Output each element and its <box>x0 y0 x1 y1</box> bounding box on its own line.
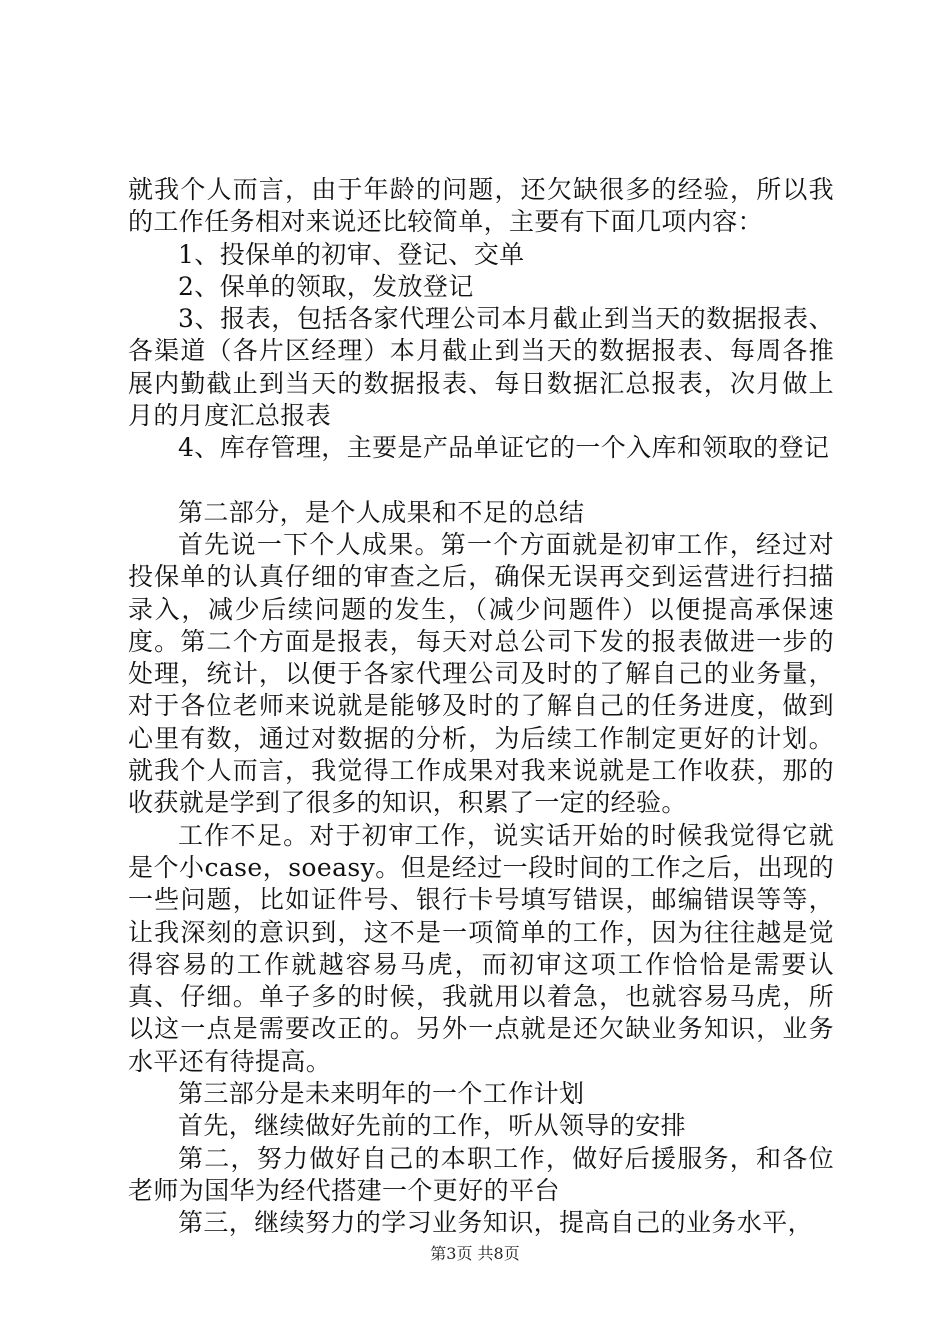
plan-item-first: 首先，继续做好先前的工作，听从领导的安排 <box>178 1111 687 1141</box>
list-item-1: 1、投保单的初审、登记、交单 <box>178 239 525 269</box>
list-item-4: 4、库存管理，主要是产品单证它的一个入库和领取的登记 <box>178 433 830 463</box>
section-heading-part-two: 第二部分，是个人成果和不足的总结 <box>178 497 585 527</box>
page-number-footer: 第3页 共8页 <box>430 1244 520 1263</box>
list-item-3: 3、报表，包括各家代理公司本月截止到当天的数据报表、各渠道（各片区经理）本月截止到当天的数据报表、每周各推展内勤截止到当天的数据报表、每日数据汇总报表，次月做上月的月度汇总报表 <box>128 304 834 431</box>
plan-item-second: 第二，努力做好自己的本职工作，做好后援服务，和各位老师为国华为经代搭建一个更好的平台 <box>128 1143 834 1205</box>
plan-item-third: 第三，继续努力的学习业务知识，提高自己的业务水平， <box>178 1208 814 1238</box>
paragraph-achievements: 首先说一下个人成果。第一个方面就是初审工作，经过对投保单的认真仔细的审查之后，确保无误再交到运营进行扫描录入，减少后续问题的发生，（减少问题件）以便提高承保速度。第二个方面是报表，每天对总公司下发的报表做进一步的处理，统计，以便于各家代理公司及时的了解自己的业务量，对于各位老师来说就是能够及时的了解自己的任务进度，做到心里有数，通过对数据的分析，为后续工作制定更好的计划。就我个人而言，我觉得工作成果对我来说就是工作收获，那的收获就是学到了很多的知识，积累了一定的经验。 <box>128 529 834 818</box>
document-body <box>128 174 834 1240</box>
paragraph-intro: 就我个人而言，由于年龄的问题，还欠缺很多的经验，所以我的工作任务相对来说还比较简单，主要有下面几项内容： <box>128 175 834 237</box>
paragraph-shortcomings: 工作不足。对于初审工作，说实话开始的时候我觉得它就是个小case，soeasy。但是经过一段时间的工作之后，出现的一些问题，比如证件号、银行卡号填写错误，邮编错误等等，让我深刻的意识到，这不是一项简单的工作，因为往往越是觉得容易的工作就越容易马虎，而初审这项工作恰恰是需要认真、仔细。单子多的时候，我就用以着急，也就容易马虎，所以这一点是需要改正的。另外一点就是还欠缺业务知识，业务水平还有待提高。 <box>128 820 834 1076</box>
list-item-2: 2、保单的领取，发放登记 <box>178 271 474 301</box>
section-heading-part-three: 第三部分是未来明年的一个工作计划 <box>178 1079 585 1109</box>
